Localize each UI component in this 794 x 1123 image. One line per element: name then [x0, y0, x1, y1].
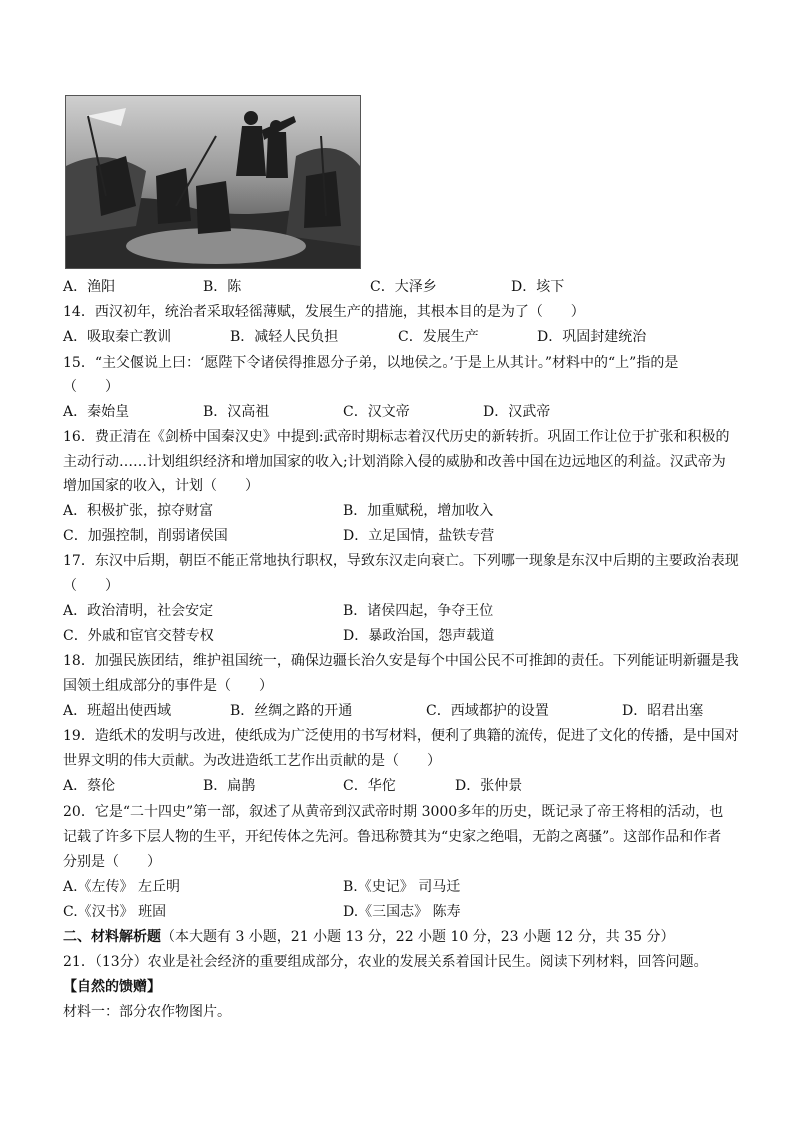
q19-option-d[interactable]: D．张仲景	[455, 778, 523, 794]
q15-option-b[interactable]: B．汉高祖	[203, 404, 270, 420]
q20-stem-line3: 分别是（ ）	[63, 854, 161, 870]
q15-option-d[interactable]: D．汉武帝	[483, 404, 551, 420]
q14-option-a[interactable]: A．吸取秦亡教训	[63, 329, 172, 345]
q19-stem-line1: 19．造纸术的发明与改进，使纸成为广泛使用的书写材料，便利了典籍的流传，促进了文化的传播，是中国对	[63, 728, 739, 744]
q15-stem-line2: （ ）	[63, 379, 119, 395]
q20-option-d[interactable]: D.《三国志》 陈寿	[343, 904, 461, 920]
q20-option-c[interactable]: C.《汉书》 班固	[63, 904, 167, 920]
q16-stem-line3: 增加国家的收入，计划（ ）	[63, 478, 259, 494]
q13-option-b[interactable]: B．陈	[203, 279, 242, 295]
q14-option-d[interactable]: D．巩固封建统治	[537, 329, 647, 345]
q17-stem-line2: （ ）	[63, 578, 119, 594]
q17-option-c[interactable]: C．外戚和宦官交替专权	[63, 628, 214, 644]
uprising-painting-image	[65, 95, 361, 269]
q18-stem-line1: 18．加强民族团结，维护祖国统一，确保边疆长治久安是每个中国公民不可推卸的责任。下列能证明新疆是我	[63, 653, 739, 669]
q19-option-c[interactable]: C．华佗	[343, 778, 396, 794]
q17-stem-line1: 17．东汉中后期，朝臣不能正常地执行职权，导致东汉走向衰亡。下列哪一现象是东汉中后期的主要政治表现	[63, 553, 739, 569]
q16-option-a[interactable]: A．积极扩张，掠夺财富	[63, 503, 214, 519]
q15-option-a[interactable]: A．秦始皇	[63, 404, 130, 420]
q19-stem-line2: 世界文明的伟大贡献。为改进造纸工艺作出贡献的是（ ）	[63, 753, 441, 769]
q17-option-b[interactable]: B．诸侯四起，争夺王位	[343, 603, 494, 619]
q16-option-b[interactable]: B．加重赋税，增加收入	[343, 503, 494, 519]
q19-option-b[interactable]: B．扁鹊	[203, 778, 256, 794]
q13-option-a[interactable]: A．渔阳	[63, 279, 116, 295]
q17-option-a[interactable]: A．政治清明，社会安定	[63, 603, 214, 619]
q17-option-d[interactable]: D．暴政治国，怨声载道	[343, 628, 495, 644]
q21-stem: 21．（13分）农业是社会经济的重要组成部分，农业的发展关系着国计民生。阅读下列材料，回答问题。	[63, 954, 708, 970]
q20-stem-line1: 20．它是“二十四史”第一部，叙述了从黄帝到汉武帝时期 3000多年的历史，既记录了帝王将相的活动，也	[63, 804, 724, 820]
q18-option-b[interactable]: B．丝绸之路的开通	[230, 703, 353, 719]
q20-option-b[interactable]: B.《史记》 司马迁	[343, 879, 461, 895]
q18-option-a[interactable]: A．班超出使西域	[63, 703, 172, 719]
q14-stem: 14．西汉初年，统治者采取轻徭薄赋，发展生产的措施，其根本目的是为了（ ）	[63, 304, 585, 320]
q21-subheading: 【自然的馈赠】	[63, 979, 161, 995]
q16-stem-line2: 主动行动……计划组织经济和增加国家的收入;计划消除入侵的威胁和改善中国在边远地区的利益。汉武帝为	[63, 454, 726, 470]
q14-option-c[interactable]: C．发展生产	[398, 329, 479, 345]
q18-stem-line2: 国领土组成部分的事件是（ ）	[63, 678, 273, 694]
q18-option-d[interactable]: D．昭君出塞	[622, 703, 704, 719]
q16-option-c[interactable]: C．加强控制，削弱诸侯国	[63, 528, 228, 544]
q18-option-c[interactable]: C．西域都护的设置	[426, 703, 549, 719]
q15-stem-line1: 15．“主父偃说上曰：‘愿陛下令诸侯得推恩分子弟，以地侯之。’于是上从其计。”材料中的“上”指的是	[63, 355, 679, 371]
q13-option-d[interactable]: D．垓下	[511, 279, 565, 295]
section2-title: 二、材料解析题	[63, 929, 161, 945]
q20-option-a[interactable]: A.《左传》 左丘明	[63, 879, 181, 895]
q21-material1: 材料一：部分农作物图片。	[63, 1004, 231, 1020]
section2-note: （本大题有 3 小题，21 小题 13 分，22 小题 10 分，23 小题 12 分，共 35 分）	[161, 929, 675, 945]
q19-option-a[interactable]: A．蔡伦	[63, 778, 116, 794]
painting-icon	[66, 96, 360, 268]
q16-option-d[interactable]: D．立足国情，盐铁专营	[343, 528, 495, 544]
q16-stem-line1: 16．费正清在《剑桥中国秦汉史》中提到:武帝时期标志着汉代历史的新转折。巩固工作让位于扩张和积极的	[63, 429, 730, 445]
q20-stem-line2: 记载了许多下层人物的生平，开纪传体之先河。鲁迅称赞其为“史家之绝唱，无韵之离骚”。这部作品和作者	[63, 829, 722, 845]
q14-option-b[interactable]: B．减轻人民负担	[230, 329, 339, 345]
q13-option-c[interactable]: C．大泽乡	[370, 279, 437, 295]
section2-heading	[63, 928, 735, 946]
q15-option-c[interactable]: C．汉文帝	[343, 404, 410, 420]
